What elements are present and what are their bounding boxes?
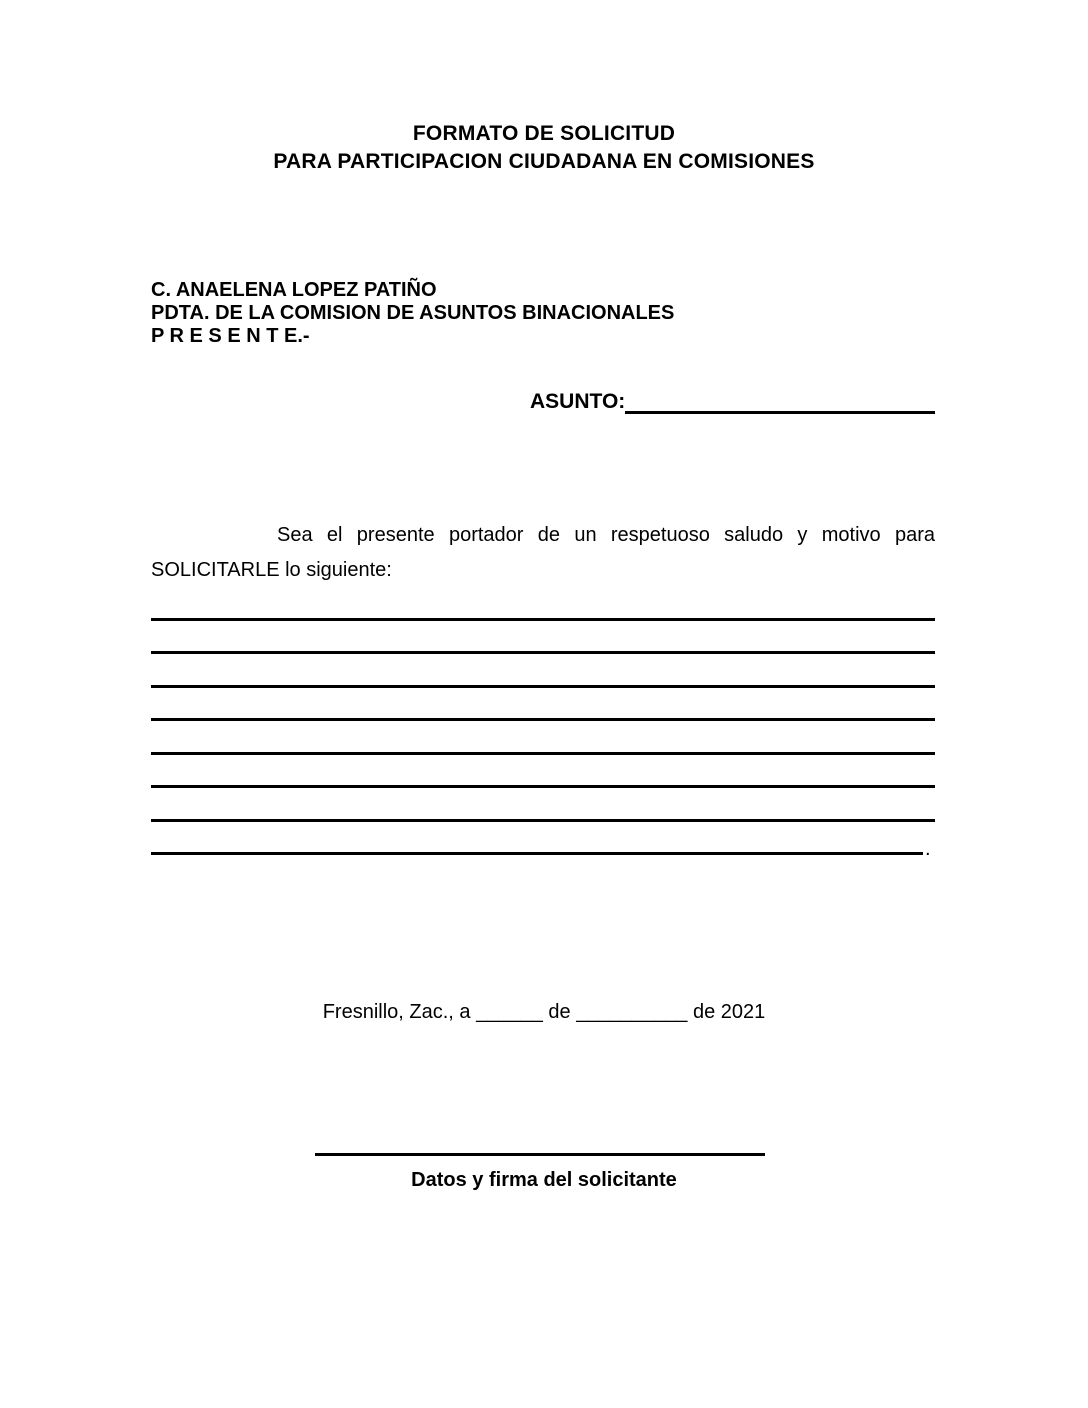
request-blank-lines <box>151 587 935 860</box>
blank-line-6 <box>151 755 935 789</box>
body-paragraph-line1: Sea el presente portador de un respetuoso saludo y motivo para <box>277 524 935 546</box>
date-line: Fresnillo, Zac., a ______ de __________ de 2021 <box>322 1001 766 1023</box>
blank-line-8-rule <box>151 822 923 856</box>
blank-line-5 <box>151 721 935 755</box>
blank-line-7 <box>151 788 935 822</box>
blank-line-2 <box>151 621 935 655</box>
document-title <box>0 120 1088 176</box>
blank-line-1 <box>151 587 935 621</box>
subject-blank-line <box>625 390 935 414</box>
subject-label: ASUNTO: <box>530 390 626 413</box>
blank-line-4 <box>151 688 935 722</box>
subject-row <box>530 390 935 414</box>
addressee-position: PDTA. DE LA COMISION DE ASUNTOS BINACIONALES <box>151 302 675 324</box>
addressee-name: C. ANAELENA LOPEZ PATIÑO <box>151 279 437 301</box>
addressee-block <box>151 279 674 348</box>
document-title-line2: PARA PARTICIPACION CIUDADANA EN COMISIONES <box>273 150 815 173</box>
signature-caption: Datos y firma del solicitante <box>411 1169 677 1191</box>
blank-line-8 <box>151 822 935 860</box>
document-title-line1: FORMATO DE SOLICITUD <box>412 122 676 145</box>
body-paragraph <box>151 518 935 588</box>
trailing-period: . <box>925 838 931 860</box>
signature-line <box>315 1153 765 1156</box>
body-paragraph-line2: SOLICITARLE lo siguiente: <box>151 559 392 581</box>
blank-line-3 <box>151 654 935 688</box>
addressee-salutation: P R E S E N T E.- <box>151 325 310 347</box>
